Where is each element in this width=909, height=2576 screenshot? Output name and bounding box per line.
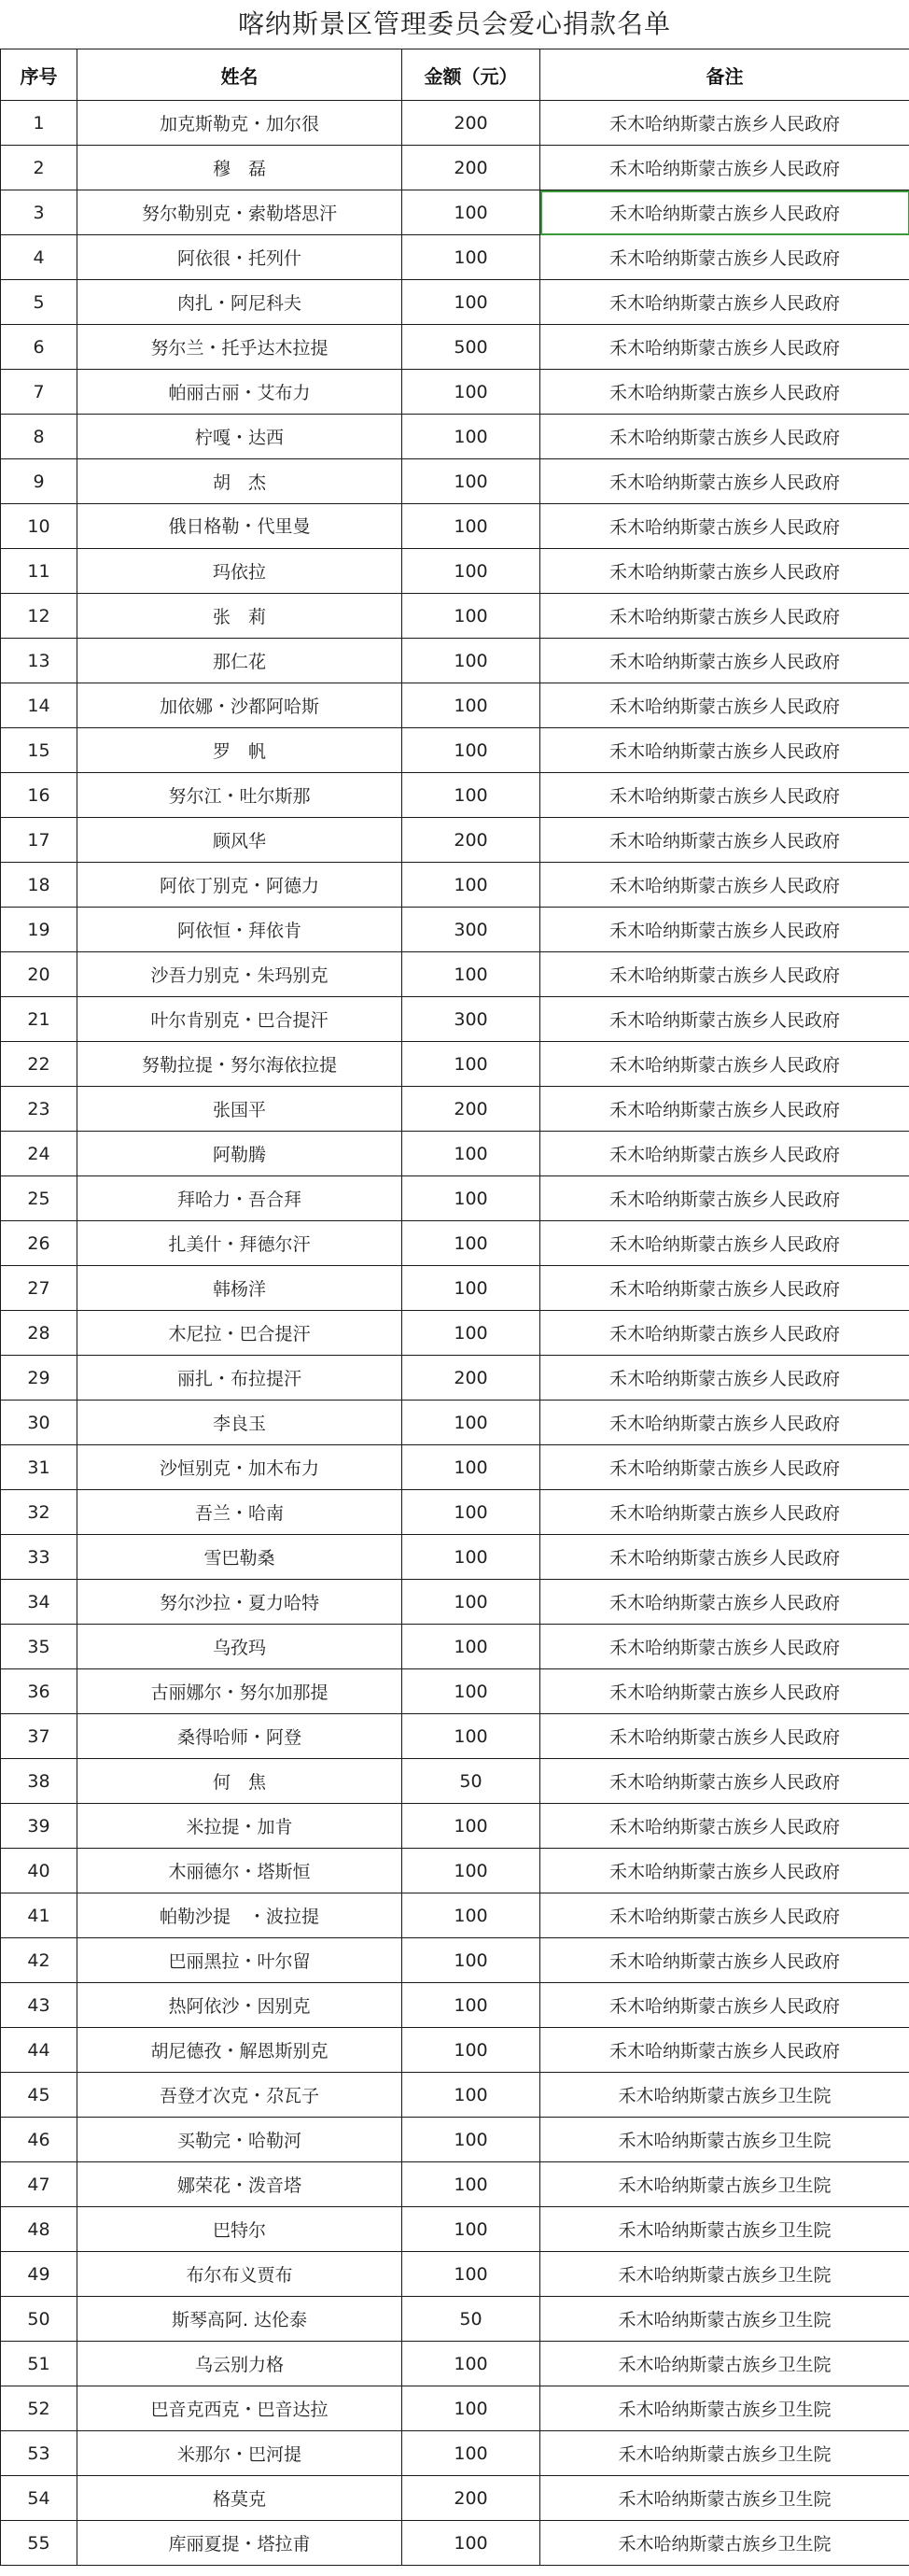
donor-name-cell[interactable]: 丽扎・布拉提汗 <box>77 1356 402 1401</box>
row-number-cell[interactable]: 6 <box>1 325 77 370</box>
donor-name-cell[interactable]: 买勒完・哈勒河 <box>77 2118 402 2162</box>
row-number-cell[interactable]: 1 <box>1 101 77 146</box>
donor-name-cell[interactable]: 顾风华 <box>77 818 402 863</box>
table-row <box>1 1266 909 1311</box>
table-row <box>1 280 909 325</box>
donor-name-cell[interactable]: 斯琴高阿. 达伦泰 <box>77 2297 402 2342</box>
header-no[interactable]: 序号 <box>1 49 77 101</box>
donor-name-cell[interactable]: 乌孜玛 <box>77 1625 402 1669</box>
row-number-cell[interactable]: 11 <box>1 549 77 594</box>
donor-name-cell[interactable]: 巴丽黑拉・叶尔留 <box>77 1938 402 1983</box>
row-number-cell[interactable]: 17 <box>1 818 77 863</box>
row-number-cell[interactable]: 27 <box>1 1266 77 1311</box>
note-cell[interactable]: 禾木哈纳斯蒙古族乡卫生院 <box>540 2342 909 2386</box>
donation-table <box>0 49 909 2566</box>
table-row <box>1 863 909 908</box>
table-row <box>1 2028 909 2073</box>
row-number-cell[interactable]: 41 <box>1 1893 77 1938</box>
donor-name-cell[interactable]: 库丽夏提・塔拉甫 <box>77 2521 402 2566</box>
donor-name-cell[interactable]: 肉扎・阿尼科夫 <box>77 280 402 325</box>
table-row <box>1 325 909 370</box>
row-number-cell[interactable]: 8 <box>1 415 77 459</box>
row-number-cell[interactable]: 15 <box>1 728 77 773</box>
note-cell[interactable]: 禾木哈纳斯蒙古族乡人民政府 <box>540 1759 909 1804</box>
row-number-cell[interactable]: 5 <box>1 280 77 325</box>
note-cell[interactable]: 禾木哈纳斯蒙古族乡人民政府 <box>540 818 909 863</box>
note-cell[interactable]: 禾木哈纳斯蒙古族乡人民政府 <box>540 728 909 773</box>
note-cell[interactable]: 禾木哈纳斯蒙古族乡人民政府 <box>540 370 909 415</box>
note-cell[interactable]: 禾木哈纳斯蒙古族乡人民政府 <box>540 1625 909 1669</box>
donor-name-cell[interactable]: 巴特尔 <box>77 2207 402 2252</box>
table-row <box>1 1042 909 1087</box>
amount-cell[interactable]: 100 <box>402 1983 540 2028</box>
amount-cell[interactable]: 100 <box>402 683 540 728</box>
amount-cell[interactable]: 50 <box>402 2297 540 2342</box>
row-number-cell[interactable]: 19 <box>1 908 77 952</box>
amount-cell[interactable]: 100 <box>402 863 540 908</box>
amount-cell[interactable]: 100 <box>402 2073 540 2118</box>
amount-cell[interactable]: 200 <box>402 1356 540 1401</box>
donor-name-cell[interactable]: 拜哈力・吾合拜 <box>77 1176 402 1221</box>
note-cell[interactable]: 禾木哈纳斯蒙古族乡人民政府 <box>540 1445 909 1490</box>
donor-name-cell[interactable]: 帕丽古丽・艾布力 <box>77 370 402 415</box>
row-number-cell[interactable]: 52 <box>1 2386 77 2431</box>
row-number-cell[interactable]: 50 <box>1 2297 77 2342</box>
table-row <box>1 2118 909 2162</box>
table-row <box>1 2252 909 2297</box>
table-row <box>1 1804 909 1849</box>
amount-cell[interactable]: 100 <box>402 952 540 997</box>
donor-name-cell[interactable]: 柠嘎・达西 <box>77 415 402 459</box>
donor-name-cell[interactable]: 吾兰・哈南 <box>77 1490 402 1535</box>
donor-name-cell[interactable]: 娜荣花・泼音塔 <box>77 2162 402 2207</box>
donor-name-cell[interactable]: 热阿依沙・因别克 <box>77 1983 402 2028</box>
note-cell[interactable]: 禾木哈纳斯蒙古族乡人民政府 <box>540 683 909 728</box>
donor-name-cell[interactable]: 木尼拉・巴合提汗 <box>77 1311 402 1356</box>
table-row <box>1 1356 909 1401</box>
amount-cell[interactable]: 200 <box>402 146 540 190</box>
table-row <box>1 1221 909 1266</box>
table-row <box>1 1311 909 1356</box>
note-cell[interactable]: 禾木哈纳斯蒙古族乡人民政府 <box>540 1938 909 1983</box>
row-number-cell[interactable]: 18 <box>1 863 77 908</box>
row-number-cell[interactable]: 4 <box>1 235 77 280</box>
note-cell[interactable]: 禾木哈纳斯蒙古族乡卫生院 <box>540 2386 909 2431</box>
row-number-cell[interactable]: 28 <box>1 1311 77 1356</box>
donor-name-cell[interactable]: 韩杨洋 <box>77 1266 402 1311</box>
amount-cell[interactable]: 100 <box>402 1893 540 1938</box>
table-row <box>1 146 909 190</box>
row-number-cell[interactable]: 45 <box>1 2073 77 2118</box>
amount-cell[interactable]: 100 <box>402 504 540 549</box>
header-note[interactable]: 备注 <box>540 49 909 101</box>
donor-name-cell[interactable]: 穆 磊 <box>77 146 402 190</box>
amount-cell[interactable]: 100 <box>402 2028 540 2073</box>
amount-cell[interactable]: 100 <box>402 1938 540 1983</box>
note-cell[interactable]: 禾木哈纳斯蒙古族乡人民政府 <box>540 863 909 908</box>
note-cell[interactable]: 禾木哈纳斯蒙古族乡人民政府 <box>540 1176 909 1221</box>
row-number-cell[interactable]: 38 <box>1 1759 77 1804</box>
donor-name-cell[interactable]: 努尔沙拉・夏力哈特 <box>77 1580 402 1625</box>
table-row <box>1 370 909 415</box>
amount-cell[interactable]: 100 <box>402 2118 540 2162</box>
amount-cell[interactable]: 50 <box>402 1759 540 1804</box>
row-number-cell[interactable]: 35 <box>1 1625 77 1669</box>
donor-name-cell[interactable]: 加依娜・沙都阿哈斯 <box>77 683 402 728</box>
donor-name-cell[interactable]: 雪巴勒桑 <box>77 1535 402 1580</box>
note-cell[interactable]: 禾木哈纳斯蒙古族乡人民政府 <box>540 190 909 235</box>
note-cell[interactable]: 禾木哈纳斯蒙古族乡人民政府 <box>540 1266 909 1311</box>
table-row <box>1 1176 909 1221</box>
amount-cell[interactable]: 100 <box>402 594 540 639</box>
row-number-cell[interactable]: 39 <box>1 1804 77 1849</box>
donor-name-cell[interactable]: 桑得哈师・阿登 <box>77 1714 402 1759</box>
note-cell[interactable]: 禾木哈纳斯蒙古族乡人民政府 <box>540 1042 909 1087</box>
donor-name-cell[interactable]: 扎美什・拜德尔汗 <box>77 1221 402 1266</box>
donor-name-cell[interactable]: 布尔布义贾布 <box>77 2252 402 2297</box>
note-cell[interactable]: 禾木哈纳斯蒙古族乡人民政府 <box>540 594 909 639</box>
row-number-cell[interactable]: 21 <box>1 997 77 1042</box>
amount-cell[interactable]: 100 <box>402 549 540 594</box>
note-cell[interactable]: 禾木哈纳斯蒙古族乡人民政府 <box>540 1669 909 1714</box>
header-name[interactable]: 姓名 <box>77 49 402 101</box>
donor-name-cell[interactable]: 努尔勒别克・索勒塔思汗 <box>77 190 402 235</box>
table-row <box>1 1849 909 1893</box>
row-number-cell[interactable]: 30 <box>1 1401 77 1445</box>
row-number-cell[interactable]: 43 <box>1 1983 77 2028</box>
table-row <box>1 1714 909 1759</box>
table-row <box>1 2386 909 2431</box>
row-number-cell[interactable]: 13 <box>1 639 77 683</box>
note-cell[interactable]: 禾木哈纳斯蒙古族乡人民政府 <box>540 639 909 683</box>
table-row <box>1 1759 909 1804</box>
row-number-cell[interactable]: 9 <box>1 459 77 504</box>
table-row <box>1 683 909 728</box>
table-row <box>1 1132 909 1176</box>
donor-name-cell[interactable]: 乌云别力格 <box>77 2342 402 2386</box>
note-cell[interactable]: 禾木哈纳斯蒙古族乡人民政府 <box>540 235 909 280</box>
table-row <box>1 1893 909 1938</box>
table-row <box>1 818 909 863</box>
note-cell[interactable]: 禾木哈纳斯蒙古族乡人民政府 <box>540 1983 909 2028</box>
donor-name-cell[interactable]: 格莫克 <box>77 2476 402 2521</box>
table-row <box>1 2162 909 2207</box>
row-number-cell[interactable]: 44 <box>1 2028 77 2073</box>
table-row <box>1 997 909 1042</box>
donor-name-cell[interactable]: 胡尼德孜・解恩斯别克 <box>77 2028 402 2073</box>
amount-cell[interactable]: 100 <box>402 2162 540 2207</box>
row-number-cell[interactable]: 36 <box>1 1669 77 1714</box>
amount-cell[interactable]: 100 <box>402 2521 540 2566</box>
note-cell[interactable]: 禾木哈纳斯蒙古族乡卫生院 <box>540 2207 909 2252</box>
row-number-cell[interactable]: 51 <box>1 2342 77 2386</box>
table-row <box>1 2342 909 2386</box>
table-row <box>1 2521 909 2566</box>
amount-cell[interactable]: 100 <box>402 1401 540 1445</box>
donor-name-cell[interactable]: 吾登才次克・尕瓦子 <box>77 2073 402 2118</box>
amount-cell[interactable]: 100 <box>402 1669 540 1714</box>
row-number-cell[interactable]: 42 <box>1 1938 77 1983</box>
note-cell[interactable]: 禾木哈纳斯蒙古族乡人民政府 <box>540 504 909 549</box>
donor-name-cell[interactable]: 沙恒别克・加木布力 <box>77 1445 402 1490</box>
amount-cell[interactable]: 100 <box>402 2252 540 2297</box>
amount-cell[interactable]: 100 <box>402 2342 540 2386</box>
note-cell[interactable]: 禾木哈纳斯蒙古族乡人民政府 <box>540 1490 909 1535</box>
row-number-cell[interactable]: 49 <box>1 2252 77 2297</box>
note-cell[interactable]: 禾木哈纳斯蒙古族乡人民政府 <box>540 101 909 146</box>
row-number-cell[interactable]: 47 <box>1 2162 77 2207</box>
row-number-cell[interactable]: 20 <box>1 952 77 997</box>
amount-cell[interactable]: 100 <box>402 2431 540 2476</box>
amount-cell[interactable]: 100 <box>402 1804 540 1849</box>
row-number-cell[interactable]: 31 <box>1 1445 77 1490</box>
amount-cell[interactable]: 100 <box>402 1849 540 1893</box>
amount-cell[interactable]: 100 <box>402 1714 540 1759</box>
donor-name-cell[interactable]: 沙吾力别克・朱玛别克 <box>77 952 402 997</box>
row-number-cell[interactable]: 10 <box>1 504 77 549</box>
amount-cell[interactable]: 100 <box>402 1042 540 1087</box>
row-number-cell[interactable]: 7 <box>1 370 77 415</box>
donor-name-cell[interactable]: 张国平 <box>77 1087 402 1132</box>
donor-name-cell[interactable]: 阿勒腾 <box>77 1132 402 1176</box>
row-number-cell[interactable]: 2 <box>1 146 77 190</box>
note-cell[interactable]: 禾木哈纳斯蒙古族乡人民政府 <box>540 1535 909 1580</box>
note-cell[interactable]: 禾木哈纳斯蒙古族乡人民政府 <box>540 459 909 504</box>
table-row <box>1 1535 909 1580</box>
donor-name-cell[interactable]: 胡 杰 <box>77 459 402 504</box>
note-cell[interactable]: 禾木哈纳斯蒙古族乡人民政府 <box>540 2028 909 2073</box>
table-row <box>1 639 909 683</box>
row-number-cell[interactable]: 22 <box>1 1042 77 1087</box>
note-cell[interactable]: 禾木哈纳斯蒙古族乡卫生院 <box>540 2521 909 2566</box>
row-number-cell[interactable]: 37 <box>1 1714 77 1759</box>
row-number-cell[interactable]: 34 <box>1 1580 77 1625</box>
row-number-cell[interactable]: 3 <box>1 190 77 235</box>
table-row <box>1 235 909 280</box>
donor-name-cell[interactable]: 加克斯勒克・加尔很 <box>77 101 402 146</box>
donor-name-cell[interactable]: 努勒拉提・努尔海依拉提 <box>77 1042 402 1087</box>
table-row <box>1 190 909 235</box>
note-cell[interactable]: 禾木哈纳斯蒙古族乡人民政府 <box>540 1356 909 1401</box>
table-row <box>1 1087 909 1132</box>
table-row <box>1 459 909 504</box>
note-cell[interactable]: 禾木哈纳斯蒙古族乡人民政府 <box>540 1311 909 1356</box>
note-cell[interactable]: 禾木哈纳斯蒙古族乡人民政府 <box>540 1893 909 1938</box>
note-cell[interactable]: 禾木哈纳斯蒙古族乡人民政府 <box>540 1221 909 1266</box>
amount-cell[interactable]: 200 <box>402 2476 540 2521</box>
row-number-cell[interactable]: 16 <box>1 773 77 818</box>
amount-cell[interactable]: 100 <box>402 459 540 504</box>
table-body <box>1 101 909 2566</box>
note-cell[interactable]: 禾木哈纳斯蒙古族乡卫生院 <box>540 2297 909 2342</box>
note-cell[interactable]: 禾木哈纳斯蒙古族乡人民政府 <box>540 773 909 818</box>
donor-name-cell[interactable]: 阿依丁别克・阿德力 <box>77 863 402 908</box>
amount-cell[interactable]: 100 <box>402 639 540 683</box>
row-number-cell[interactable]: 33 <box>1 1535 77 1580</box>
row-number-cell[interactable]: 25 <box>1 1176 77 1221</box>
row-number-cell[interactable]: 55 <box>1 2521 77 2566</box>
table-row <box>1 1580 909 1625</box>
amount-cell[interactable]: 100 <box>402 1445 540 1490</box>
amount-cell[interactable]: 100 <box>402 1132 540 1176</box>
amount-cell[interactable]: 100 <box>402 2386 540 2431</box>
donor-name-cell[interactable]: 木丽德尔・塔斯恒 <box>77 1849 402 1893</box>
table-row <box>1 415 909 459</box>
note-cell[interactable]: 禾木哈纳斯蒙古族乡人民政府 <box>540 1132 909 1176</box>
amount-cell[interactable]: 100 <box>402 1625 540 1669</box>
row-number-cell[interactable]: 23 <box>1 1087 77 1132</box>
table-row <box>1 504 909 549</box>
table-row <box>1 2476 909 2521</box>
note-cell[interactable]: 禾木哈纳斯蒙古族乡人民政府 <box>540 146 909 190</box>
note-cell[interactable]: 禾木哈纳斯蒙古族乡人民政府 <box>540 325 909 370</box>
amount-cell[interactable]: 100 <box>402 728 540 773</box>
note-cell[interactable]: 禾木哈纳斯蒙古族乡人民政府 <box>540 1849 909 1893</box>
table-row <box>1 2431 909 2476</box>
donor-name-cell[interactable]: 阿依恒・拜依肯 <box>77 908 402 952</box>
row-number-cell[interactable]: 29 <box>1 1356 77 1401</box>
amount-cell[interactable]: 100 <box>402 235 540 280</box>
row-number-cell[interactable]: 14 <box>1 683 77 728</box>
note-cell[interactable]: 禾木哈纳斯蒙古族乡人民政府 <box>540 1401 909 1445</box>
table-row <box>1 1625 909 1669</box>
note-cell[interactable]: 禾木哈纳斯蒙古族乡人民政府 <box>540 1580 909 1625</box>
table-row <box>1 2073 909 2118</box>
amount-cell[interactable]: 200 <box>402 1087 540 1132</box>
amount-cell[interactable]: 100 <box>402 415 540 459</box>
note-cell[interactable]: 禾木哈纳斯蒙古族乡人民政府 <box>540 1804 909 1849</box>
donor-name-cell[interactable]: 何 焦 <box>77 1759 402 1804</box>
donor-name-cell[interactable]: 罗 帆 <box>77 728 402 773</box>
amount-cell[interactable]: 100 <box>402 1221 540 1266</box>
amount-cell[interactable]: 100 <box>402 1176 540 1221</box>
donor-name-cell[interactable]: 米拉提・加肯 <box>77 1804 402 1849</box>
table-row <box>1 952 909 997</box>
amount-cell[interactable]: 200 <box>402 818 540 863</box>
donor-name-cell[interactable]: 巴音克西克・巴音达拉 <box>77 2386 402 2431</box>
amount-cell[interactable]: 100 <box>402 1266 540 1311</box>
sheet-title: 喀纳斯景区管理委员会爱心捐款名单 <box>237 8 671 39</box>
donor-name-cell[interactable]: 古丽娜尔・努尔加那提 <box>77 1669 402 1714</box>
amount-cell[interactable]: 300 <box>402 997 540 1042</box>
note-cell[interactable]: 禾木哈纳斯蒙古族乡卫生院 <box>540 2162 909 2207</box>
row-number-cell[interactable]: 12 <box>1 594 77 639</box>
amount-cell[interactable]: 100 <box>402 280 540 325</box>
amount-cell[interactable]: 300 <box>402 908 540 952</box>
table-row <box>1 2297 909 2342</box>
table-row <box>1 1983 909 2028</box>
amount-cell[interactable]: 100 <box>402 1580 540 1625</box>
donor-name-cell[interactable]: 俄日格勒・代里曼 <box>77 504 402 549</box>
table-row <box>1 1445 909 1490</box>
amount-cell[interactable]: 500 <box>402 325 540 370</box>
donor-name-cell[interactable]: 努尔江・吐尔斯那 <box>77 773 402 818</box>
donor-name-cell[interactable]: 李良玉 <box>77 1401 402 1445</box>
donor-name-cell[interactable]: 张 莉 <box>77 594 402 639</box>
table-row <box>1 1490 909 1535</box>
amount-cell[interactable]: 100 <box>402 190 540 235</box>
amount-cell[interactable]: 100 <box>402 1311 540 1356</box>
table-row <box>1 1669 909 1714</box>
note-cell[interactable]: 禾木哈纳斯蒙古族乡卫生院 <box>540 2252 909 2297</box>
donor-name-cell[interactable]: 帕勒沙提 ・波拉提 <box>77 1893 402 1938</box>
table-row <box>1 1938 909 1983</box>
note-cell[interactable]: 禾木哈纳斯蒙古族乡人民政府 <box>540 1714 909 1759</box>
row-number-cell[interactable]: 40 <box>1 1849 77 1893</box>
table-row <box>1 594 909 639</box>
table-row <box>1 908 909 952</box>
note-cell[interactable]: 禾木哈纳斯蒙古族乡卫生院 <box>540 2431 909 2476</box>
row-number-cell[interactable]: 32 <box>1 1490 77 1535</box>
amount-cell[interactable]: 200 <box>402 101 540 146</box>
row-number-cell[interactable]: 54 <box>1 2476 77 2521</box>
note-cell[interactable]: 禾木哈纳斯蒙古族乡卫生院 <box>540 2073 909 2118</box>
donor-name-cell[interactable]: 米那尔・巴河提 <box>77 2431 402 2476</box>
row-number-cell[interactable]: 26 <box>1 1221 77 1266</box>
amount-cell[interactable]: 100 <box>402 1535 540 1580</box>
amount-cell[interactable]: 100 <box>402 2207 540 2252</box>
donor-name-cell[interactable]: 玛依拉 <box>77 549 402 594</box>
amount-cell[interactable]: 100 <box>402 1490 540 1535</box>
donor-name-cell[interactable]: 叶尔肯别克・巴合提汗 <box>77 997 402 1042</box>
row-number-cell[interactable]: 24 <box>1 1132 77 1176</box>
note-cell[interactable]: 禾木哈纳斯蒙古族乡人民政府 <box>540 908 909 952</box>
donor-name-cell[interactable]: 阿依很・托列什 <box>77 235 402 280</box>
header-row <box>1 49 909 101</box>
amount-cell[interactable]: 100 <box>402 773 540 818</box>
header-amount[interactable]: 金额（元） <box>402 49 540 101</box>
table-row <box>1 1401 909 1445</box>
table-row <box>1 549 909 594</box>
note-cell[interactable]: 禾木哈纳斯蒙古族乡人民政府 <box>540 952 909 997</box>
note-cell[interactable]: 禾木哈纳斯蒙古族乡人民政府 <box>540 1087 909 1132</box>
note-cell[interactable]: 禾木哈纳斯蒙古族乡人民政府 <box>540 997 909 1042</box>
row-number-cell[interactable]: 53 <box>1 2431 77 2476</box>
row-number-cell[interactable]: 46 <box>1 2118 77 2162</box>
note-cell[interactable]: 禾木哈纳斯蒙古族乡人民政府 <box>540 280 909 325</box>
note-cell[interactable]: 禾木哈纳斯蒙古族乡卫生院 <box>540 2476 909 2521</box>
amount-cell[interactable]: 100 <box>402 370 540 415</box>
note-cell[interactable]: 禾木哈纳斯蒙古族乡卫生院 <box>540 2118 909 2162</box>
donor-name-cell[interactable]: 那仁花 <box>77 639 402 683</box>
table-row <box>1 728 909 773</box>
note-cell[interactable]: 禾木哈纳斯蒙古族乡人民政府 <box>540 415 909 459</box>
table-row <box>1 2207 909 2252</box>
table-row <box>1 101 909 146</box>
donor-name-cell[interactable]: 努尔兰・托乎达木拉提 <box>77 325 402 370</box>
row-number-cell[interactable]: 48 <box>1 2207 77 2252</box>
table-row <box>1 773 909 818</box>
note-cell[interactable]: 禾木哈纳斯蒙古族乡人民政府 <box>540 549 909 594</box>
